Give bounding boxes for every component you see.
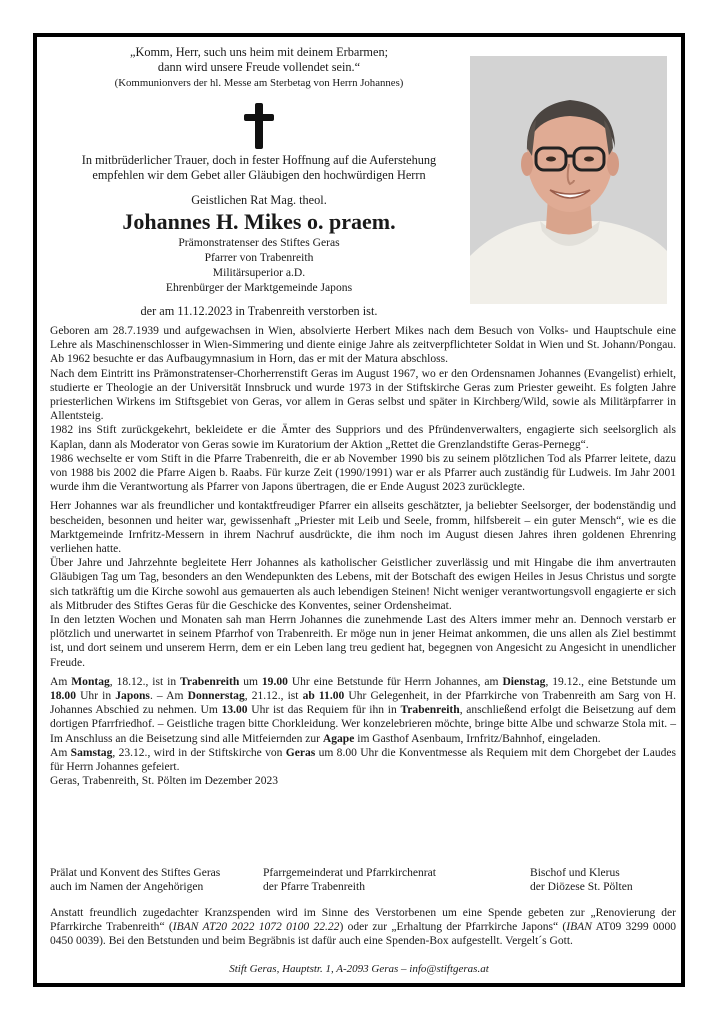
- signature-block: Pfarrgemeinderat und Pfarrkirchenrat der Pfarre Trabenreith: [263, 867, 436, 894]
- bio-paragraph: Geboren am 28.7.1939 und aufgewachsen in Wien, absolvierte Herbert Mikes nach dem Besuch von Volks- und Hauptschule eine Lehre als Maschinenschlosser in Wien-Simmering und diente einige Jahre als zeitverpflichteter Soldat in Wien und St. Johann/Pongau. Ab 1962 besuchte er das Aufbaugymnasium in Horn, das er mit der Matura abschloss.: [50, 325, 676, 366]
- bio-paragraph: 1982 ins Stift zurückgekehrt, bekleidete er die Ämter des Suppriors und des Pfründenverwalters, engagierte sich seelsorglich als Kaplan, dann als Moderator von Geras sowie im Kuratorium der Aktion „Rettet die Grenzlandstifte Geras-Pernegg“.: [50, 424, 676, 451]
- bio-paragraph: Herr Johannes war als freundlicher und kontaktfreudiger Pfarrer ein allseits geschätzter, ja beliebter Seelsorger, der bodenständig und bescheiden, besonnen und heiter war, gewissenhaft „Priester mit Leib und Seele, fromm, hilfsbereit – ein guter Mensch“, wie es die Marktgemeinde Irnfritz-Messern in ihrem Nachruf ausdrückte, die ihm noch im August diesen Jahres ihren goldenen Ehrenring verliehen hatte.: [50, 500, 676, 556]
- intro-line-1: In mitbrüderlicher Trauer, doch in fester Hoffnung auf die Auferstehung: [81, 153, 437, 167]
- latin-cross-icon: [244, 103, 274, 149]
- roles-list: [49, 235, 469, 295]
- schedule-paragraph: Am Samstag, 23.12., wird in der Stiftskirche von Geras um 8.00 Uhr die Konventmesse als Requiem mit dem Chorgebet der Laudes für Herrn Johannes gefeiert.: [50, 746, 677, 774]
- header: [49, 45, 469, 319]
- quote-line-1: „Komm, Herr, such uns heim mit deinem Erbarmen;: [129, 45, 389, 59]
- bio-paragraph: In den letzten Wochen und Monaten sah man Herrn Johannes die zunehmende Last des Alters immer mehr an. Dennoch verstarb er plötzlich und unerwartet in seinem Pfarrhof von Trabenreith. Er möge nun in jener Heimat ankommen, die uns allen als Ziel bestimmt ist, und dort seinem und unserem Herrn, dem er ein Leben lang treu gedient hat, begegnen von Angesicht zu Angesicht in unendlicher Freude.: [50, 614, 676, 669]
- role-item: Militärsuperior a.D.: [212, 266, 306, 279]
- obituary-frame: [33, 33, 685, 987]
- place-date: Geras, Trabenreith, St. Pölten im Dezember 2023: [50, 775, 279, 788]
- bio-paragraph: Über Jahre und Jahrzehnte begleitete Herr Johannes als katholischer Geistlicher zuverlässig und mit Hingabe die ihm anvertrauten Gläubigen Tag um Tag, besonders an den Wendepunkten des Lebens, mit der Botschaft des ewigen Heiles in Jesus Christus und sorgte sich tatkräftig um die Kirche sowohl aus gemauerten als auch lebendigen Steinen! Nicht weniger verantwortungsvoll engagierte er sich als Mitbruder des Stiftes Geras für die Geschicke des Konventes, seiner Ordensheimat.: [50, 557, 676, 612]
- deceased-name: Johannes H. Mikes o. praem.: [122, 209, 396, 234]
- portrait-photo: [470, 56, 667, 304]
- death-notice: der am 11.12.2023 in Trabenreith verstorben ist.: [140, 304, 378, 318]
- bio-paragraph: 1986 wechselte er vom Stift in die Pfarre Trabenreith, die er ab November 1990 bis zu seinem plötzlichen Tod als Pfarrer leitete, dazu von 1988 bis 2002 die Pfarre Aigen b. Raabs. Für kurze Zeit (1990/1991) war er als Pfarrer auch zuständig für Ludweis. Im Jahr 2001 wurde ihm die Verantwortung als Pfarrer von Japons übertragen, die er Ende August 2023 zurücklegte.: [50, 452, 676, 494]
- title-prefix: Geistlichen Rat Mag. theol.: [191, 193, 327, 207]
- signature-block: Prälat und Konvent des Stiftes Geras auch im Namen der Angehörigen: [50, 867, 221, 894]
- quote-line-2: dann wird unsere Freude vollendet sein.“: [157, 60, 361, 74]
- biography-text: [50, 324, 676, 789]
- address-line: Stift Geras, Hauptstr. 1, A-2093 Geras – info@stiftgeras.at: [229, 963, 489, 975]
- role-item: Prämonstratenser des Stiftes Geras: [178, 236, 340, 249]
- bio-paragraph: Nach dem Eintritt ins Prämonstratenser-Chorherrenstift Geras im August 1967, wo er den Ordensnamen Johannes (Evangelist) erhielt, studierte er Theologie an der Universität Innsbruck und wurde 1973 in der Stiftskirche Geras zum Priester geweiht. Es folgten Jahre priesterlichen Wirkens im Stiftsgebiet von Geras, vor allem in Geras selbst und später in Kirchberg/Wild, sowie als Militärpfarrer in Allentsteig.: [50, 367, 676, 423]
- signature-block: Bischof und Klerus der Diözese St. Pölten: [530, 867, 633, 894]
- role-item: Pfarrer von Trabenreith: [204, 251, 314, 264]
- intro-line-2: empfehlen wir dem Gebet aller Gläubigen den hochwürdigen Herrn: [92, 168, 426, 182]
- role-item: Ehrenbürger der Marktgemeinde Japons: [165, 281, 353, 294]
- donation-note: Anstatt freundlich zugedachter Kranzspenden wird im Sinne des Verstorbenen um eine Spende gebeten zur „Renovierung der Pfarrkirche Trabenreith“ (IBAN AT20 2022 1072 0100 22.22) oder zur „Erhaltung der Pfarrkirche Japons“ (IBAN AT09 3299 0000 0450 0039). Bei den Betstunden und beim Begräbnis ist dafür auch eine Spenden-Box aufgestellt. Vergelt´s Gott.: [50, 907, 676, 948]
- schedule-paragraph: Am Montag, 18.12., ist in Trabenreith um 19.00 Uhr eine Betstunde für Herrn Johannes, am Dienstag, 19.12., eine Betstunde um 18.00 Uhr in Japons. – Am Donnerstag, 21.12., ist ab 11.00 Uhr Gelegenheit, in der Pfarrkirche von Trabenreith am Sarg von H. Johannes Abschied zu nehmen. Um 13.00 Uhr ist das Requiem für ihn in Trabenreith, anschließend erfolgt die Beisetzung auf dem dortigen Pfarrfriedhof. – Geistliche tragen bitte Chorkleidung. Wer konzelebrieren möchte, bringe bitte Albe und schwarze Stola mit. – Im Anschluss an die Beisetzung sind alle Mitfeiernden zur Agape im Gasthof Asenbaum, Irnfritz/Bahnhof, eingeladen.: [50, 675, 676, 745]
- quote-source: (Kommunionvers der hl. Messe am Sterbetag von Herrn Johannes): [114, 77, 404, 89]
